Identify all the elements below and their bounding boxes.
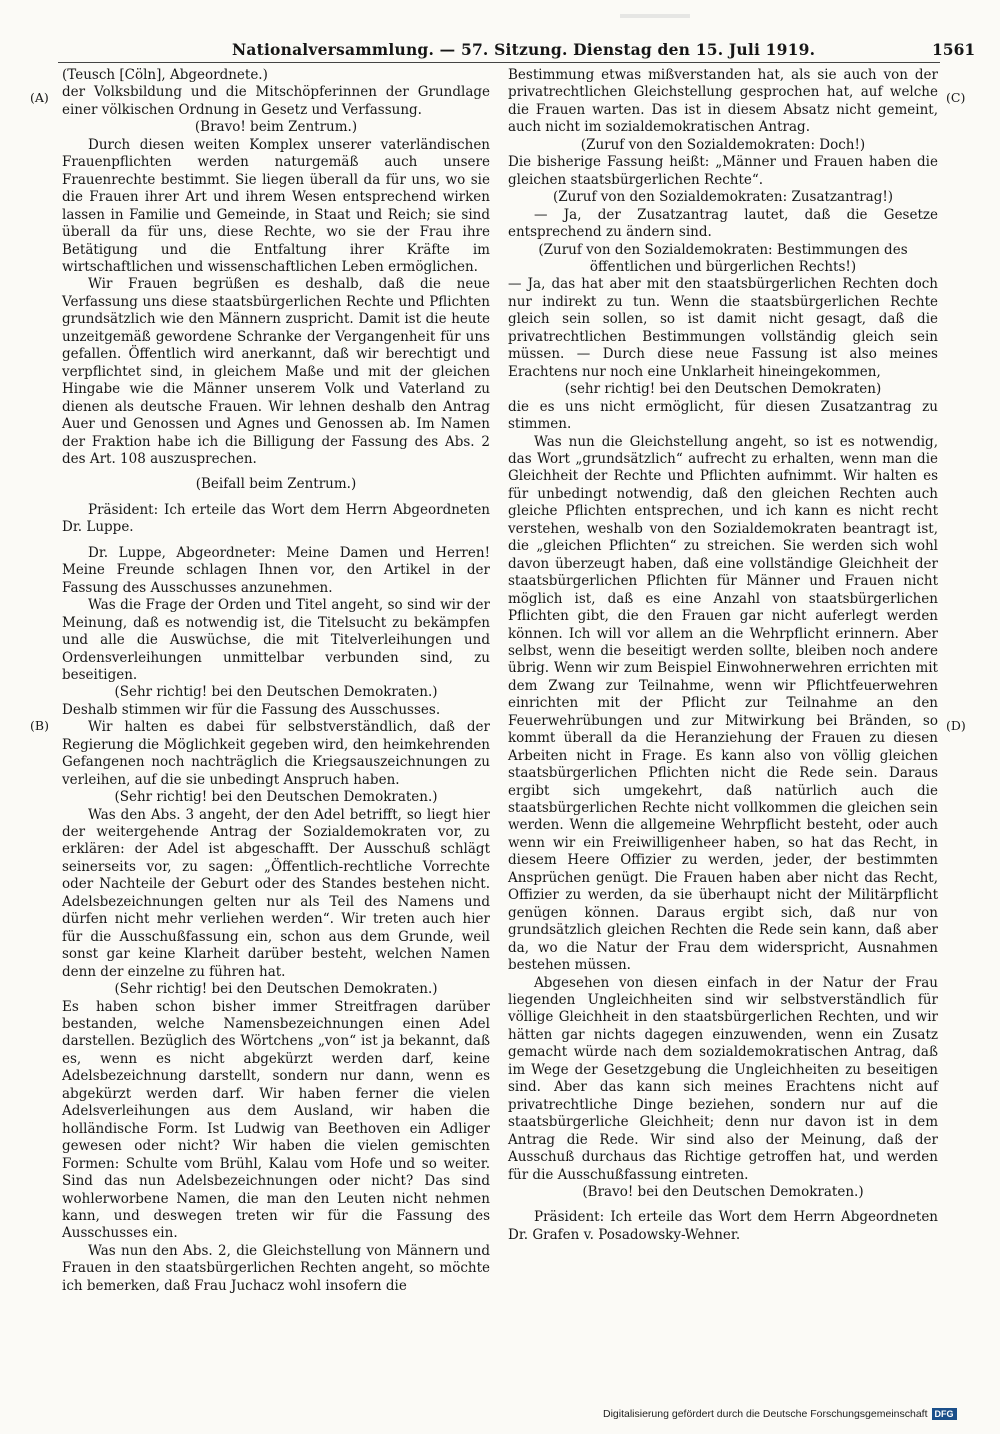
speaker-continuation: (Teusch [Cöln], Abgeordnete.) [62,67,268,83]
left-column [62,67,490,1295]
interjection: (Sehr richtig! bei den Deutschen Demokraten.) [114,981,438,998]
paragraph: Was den Abs. 3 angeht, der den Adel betrifft, so liegt hier der weitergehende Antrag der Sozialdemokraten vor, zu erklären: der Adel ist abgeschafft. Der Ausschuß schlägt seinerseits vor, zu sagen: „Öffentlich-rechtliche Vorrechte oder Nachteile der Geburt oder des Standes bestehen nicht. Adelsbezeichnungen gelten nur als Teil des Namens und dürfen nicht mehr verliehen werden“. Wir treten auch hier für die Ausschußfassung ein, schon aus dem Grunde, weil sonst gar keine Klarheit darüber besteht, welchen Namen denn der einzelne zu führen hat. [62,806,490,980]
speaker-intro: Dr. Luppe, Abgeordneter: Meine Damen und Herren! Meine Freunde schlagen Ihnen vor, den Artikel in der Fassung des Ausschusses anzunehmen. [62,544,490,596]
paragraph: — Ja, der Zusatzantrag lautet, daß die Gesetze entsprechend zu ändern sind. [508,206,938,241]
running-title: Nationalversammlung. — 57. Sitzung. Dienstag den 15. Juli 1919. [232,40,816,59]
paragraph: der Volksbildung und die Mitschöpferinnen der Grundlage einer völkischen Ordnung in Gesetz und Verfassung. [62,84,490,118]
margin-marker-d: (D) [946,718,966,733]
margin-marker-c: (C) [946,90,966,105]
scan-artifact [620,14,690,18]
paragraph: Durch diesen weiten Komplex unserer vaterländischen Frauenpflichten werden naturgemäß auch unsere Frauenrechte bestimmt. Sie liegen überall da für uns, wo sie die Frauen ihrer Art und ihrem Wesen entsprechend wirken lassen in Familie und Gemeinde, in Staat und Reich; sie sind überall da für uns, diese Rechte, wo sie der Frau ihre Betätigung und die Entfaltung ihrer Kräfte im wirtschaftlichen und wissenschaftlichen Leben ermöglichen. [62,136,490,275]
interjection: (Sehr richtig! bei den Deutschen Demokraten.) [114,684,438,701]
paragraph: Was nun die Gleichstellung angeht, so ist es notwendig, das Wort „grundsätzlich“ aufrecht zu erhalten, wenn man die Gleichheit der Rechte und Pflichten aufnimmt. Wir halten es für unbedingt notwendig, daß den gleichen Rechten auch gleiche Pflichten entsprechen, und ich kann es nicht recht verstehen, weshalb von den Sozialdemokraten beantragt ist, die „gleichen Pflichten“ zu streichen. Sie werden sich wohl davon überzeugt haben, daß eine vollständige Gleichheit der staatsbürgerlichen Pflichten für Männer und Frauen nicht möglich ist, daß es eine Anzahl von staatsbürgerlichen Pflichten gibt, die den Frauen gar nicht auferlegt werden können. Ich will vor allem an die Wehrpflicht erinnern. Aber selbst, wenn die beseitigt werden sollte, bleiben noch andere übrig. Wenn wir zum Beispiel Einwohnerwehren errichten mit dem Zwang zur Teilnahme, wenn wir Pflichtfeuerwehren einrichten mit der Pflicht zur Teilnahme an den Feuerwehrübungen und zur Mitwirkung bei Bränden, so kommt überall da die Heranziehung der Frauen zu diesen Arbeiten nicht in Frage. Es kann also von völlig gleichen staatsbürgerlichen Pflichten nicht die Rede sein. Daraus ergibt sich umgekehrt, daß natürlich auch die staatsbürgerlichen Rechte nicht vollkommen die gleichen sein werden. Wenn die allgemeine Wehrpflicht besteht, oder auch wenn wir ein Freiwilligenheer haben, so hat das Recht, in diesem Heere Offizier zu werden, jeder, der bestimmten Ansprüchen genügt. Die Frauen haben aber nicht das Recht, Offizier zu werden, da sie überhaupt nicht der Militärpflicht genügen können. Daraus ergibt sich, daß nur von grundsätzlich gleichen Rechten die Rede sein kann, daß aber da, wo die Natur der Frau dem widerspricht, Ausnahmen bestehen müssen. [508,433,938,974]
interjection: (Bravo! beim Zentrum.) [194,119,358,136]
paragraph: Bestimmung etwas mißverstanden hat, als sie auch von der privatrechtlichen Gleichstellung gesprochen hat, auf welche die Frauen warten. Das ist in diesem Absatz nicht gemeint, auch nicht im sozialdemokratischen Antrag. [508,67,938,136]
paragraph: Wir halten es dabei für selbstverständlich, daß der Regierung die Möglichkeit gegeben wird, den heimkehrenden Gefangenen noch nachträglich die Kriegsauszeichnungen zu verleihen, auf die sie unbedingt Anspruch haben. [62,719,490,788]
header-rule [58,62,940,63]
interjection: (Zuruf von den Sozialdemokraten: Doch!) [580,136,866,153]
interjection: (Sehr richtig! bei den Deutschen Demokraten.) [114,789,438,806]
president-statement: Präsident: Ich erteile das Wort dem Herrn Abgeordneten Dr. Luppe. [62,501,490,536]
paragraph: — Ja, das hat aber mit den staatsbürgerlichen Rechten doch nur indirekt zu tun. Wenn die staatsbürgerlichen Rechte gleich sein sollen, so ist damit nicht gesagt, daß die privatrechtlichen Bestimmungen vollständig gleich sein müssen. — Durch diese neue Fassung ist also meines Erachtens nur noch eine Unklarheit hineingekommen, [508,276,938,380]
interjection: (Bravo! bei den Deutschen Demokraten.) [582,1184,864,1200]
paragraph: Wir Frauen begrüßen es deshalb, daß die neue Verfassung uns diese staatsbürgerlichen Rechte und Pflichten grundsätzlich wie den Männern zuspricht. Damit ist die heute unzeitgemäß gewordene Schranke der Vergangenheit für uns gefallen. Öffentlich wird anerkannt, daß wir berechtigt und verpflichtet sind, in gleichem Maße und mit der gleichen Hingabe wie die Männer unserem Volk und Vaterland zu dienen als deutsche Frauen. Wir lehnen deshalb den Antrag Auer und Genossen und Agnes und Genossen ab. Im Namen der Fraktion habe ich die Billigung der Fassung des Abs. 2 des Art. 108 auszusprechen. [62,276,490,467]
paragraph: Was nun den Abs. 2, die Gleichstellung von Männern und Frauen in den staatsbürgerlichen Rechten angeht, so möchte ich bemerken, daß Frau Juchacz wohl insofern die [62,1242,490,1294]
paragraph: Was die Frage der Orden und Titel angeht, so sind wir der Meinung, daß es notwendig ist, die Titelsucht zu bekämpfen und alle die Auswüchse, die mit Titelverleihungen und Ordensverleihungen unmittelbar verbunden sind, zu beseitigen. [62,597,490,683]
paragraph: Es haben schon bisher immer Streitfragen darüber bestanden, welche Namensbezeichnungen einen Adel darstellen. Bezüglich des Wörtchens „von“ ist ja bekannt, daß es, wenn es nicht abgekürzt werden darf, keine Adelsbezeichnung darstellt, sondern nur dann, wenn es abgekürzt werden darf. Wir haben ferner die vielen Adelsverleihungen aus dem Ausland, wir haben die holländische Form. Ist Ludwig van Beethoven ein Adliger gewesen oder nicht? Wir haben die vielen gemischten Formen: Schulte vom Brühl, Kalau vom Hofe und so weiter. Sind das nun Adelsbezeichnungen oder nicht? Das sind wohlerworbene Namen, die man den Leuten nicht nehmen kann, und deswegen treten wir für die Fassung des Ausschusses ein. [62,998,490,1242]
footer-text: Digitalisierung gefördert durch die Deutsche Forschungsgemeinschaft [603,1408,928,1420]
paragraph: Abgesehen von diesen einfach in der Natur der Frau liegenden Ungleichheiten sind wir selbstverständlich für völlige Gleichheit in den staatsbürgerlichen Rechten, und wir hätten gar nichts dagegen einzuwenden, wenn ein Zusatz gemacht würde nach dem sozialdemokratischen Antrag, daß im Wege der Gesetzgebung die Ungleichheiten zu beseitigen sind. Aber das kann sich meines Erachtens nicht auf privatrechtliche Dinge beziehen, sondern nur auf die staatsbürgerliche Gleichheit; denn nur davon ist in dem Antrag die Rede. Wir sind also der Meinung, daß der Ausschuß durchaus das Richtige getroffen hat, und werden für die Ausschußfassung eintreten. [508,974,938,1183]
interjection: (Beifall beim Zentrum.) [195,476,357,493]
paragraph: Die bisherige Fassung heißt: „Männer und Frauen haben die gleichen staatsbürgerlichen Rechte“. [508,154,938,188]
margin-marker-b: (B) [30,718,49,733]
president-statement: Präsident: Ich erteile das Wort dem Herrn Abgeordneten Dr. Grafen v. Posadowsky-Wehner. [508,1209,938,1243]
interjection: (Zuruf von den Sozialdemokraten: Bestimmungen des öffentlichen und bürgerlichen Rechts!) [538,241,908,275]
margin-marker-a: (A) [30,90,49,105]
interjection: (sehr richtig! bei den Deutschen Demokraten) [564,381,882,398]
page-number: 1561 [932,40,976,59]
footer-credit [603,1408,957,1420]
paragraph: die es uns nicht ermöglicht, für diesen Zusatzantrag zu stimmen. [508,398,938,433]
interjection: (Zuruf von den Sozialdemokraten: Zusatzantrag!) [552,189,894,206]
paragraph: Deshalb stimmen wir für die Fassung des Ausschusses. [62,701,441,718]
dfg-logo: DFG [932,1408,957,1420]
right-column [508,67,938,1244]
